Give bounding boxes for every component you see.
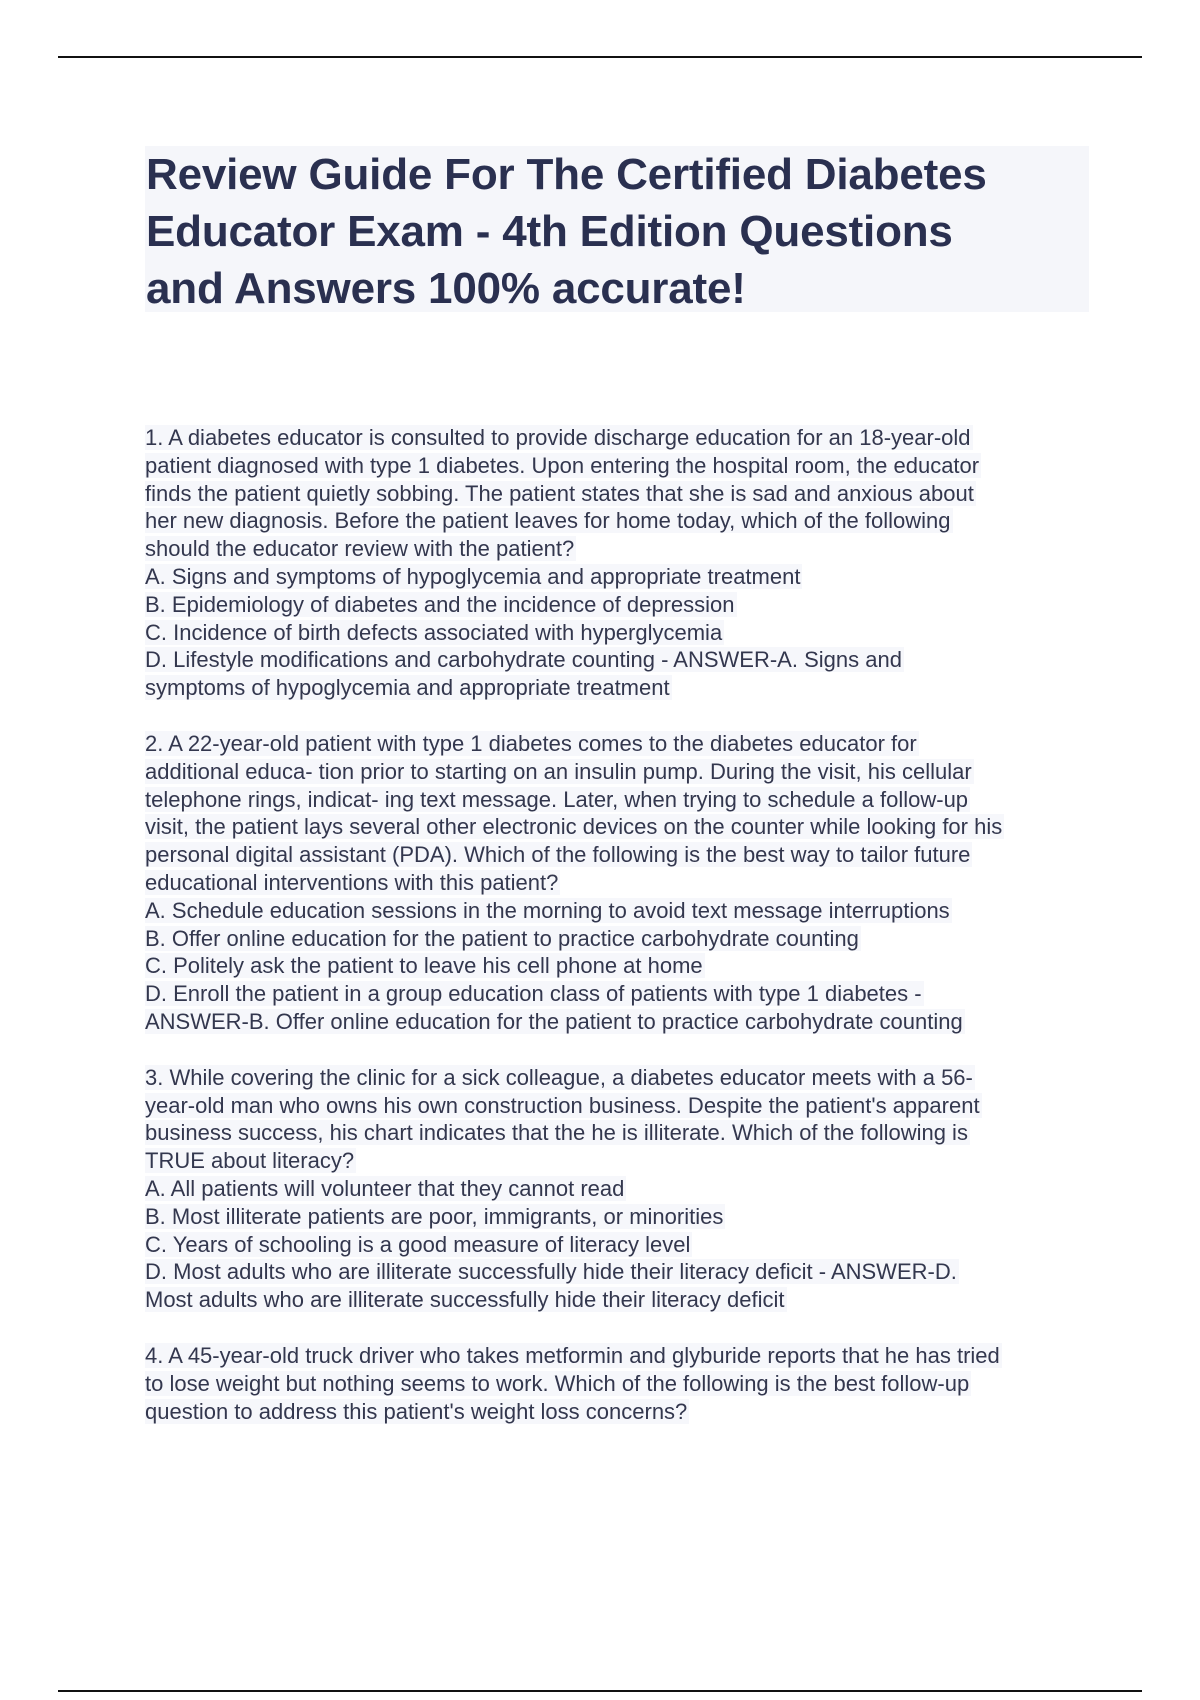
- question-line: to lose weight but nothing seems to work. Which of the following is the best follow-up: [145, 1370, 970, 1396]
- document-body: [145, 424, 1095, 1453]
- question-line: educational interventions with this patient?: [145, 869, 559, 895]
- answer-option: B. Most illiterate patients are poor, immigrants, or minorities: [145, 1203, 724, 1229]
- question-line: year-old man who owns his own construction business. Despite the patient's apparent: [145, 1092, 980, 1118]
- question-2: [145, 730, 1095, 1036]
- answer-option: D. Lifestyle modifications and carbohydrate counting - ANSWER-A. Signs and: [145, 647, 902, 673]
- title-line: and Answers 100% accurate!: [146, 264, 746, 313]
- question-line: 2. A 22-year-old patient with type 1 diabetes comes to the diabetes educator for: [145, 730, 917, 756]
- question-line: additional educa- tion prior to starting on an insulin pump. During the visit, his cellular: [145, 758, 972, 784]
- question-line: question to address this patient's weight loss concerns?: [145, 1398, 688, 1424]
- question-line: telephone rings, indicat- ing text message. Later, when trying to schedule a follow-up: [145, 786, 969, 812]
- question-3: [145, 1064, 1095, 1314]
- document-title: [145, 146, 1089, 317]
- question-line: should the educator review with the patient?: [145, 536, 575, 562]
- question-line: finds the patient quietly sobbing. The patient states that she is sad and anxious about: [145, 480, 974, 506]
- answer-option: A. Schedule education sessions in the morning to avoid text message interruptions: [145, 897, 950, 923]
- answer-option: C. Years of schooling is a good measure of literacy level: [145, 1231, 691, 1257]
- question-line: 3. While covering the clinic for a sick colleague, a diabetes educator meets with a 56-: [145, 1064, 973, 1090]
- question-4: [145, 1342, 1095, 1425]
- answer-line: ANSWER-B. Offer online education for the patient to practice carbohydrate counting: [145, 1008, 963, 1034]
- answer-option: B. Offer online education for the patient to practice carbohydrate counting: [145, 925, 859, 951]
- answer-option: C. Incidence of birth defects associated with hyperglycemia: [145, 619, 723, 645]
- answer-line: Most adults who are illiterate successfully hide their literacy deficit: [145, 1287, 785, 1313]
- question-line: 4. A 45-year-old truck driver who takes metformin and glyburide reports that he has tried: [145, 1342, 1000, 1368]
- question-line: her new diagnosis. Before the patient leaves for home today, which of the following: [145, 508, 951, 534]
- question-line: TRUE about literacy?: [145, 1148, 355, 1174]
- question-line: business success, his chart indicates that the he is illiterate. Which of the following is: [145, 1120, 968, 1146]
- title-line: Review Guide For The Certified Diabetes: [146, 150, 987, 199]
- answer-option: C. Politely ask the patient to leave his cell phone at home: [145, 953, 703, 979]
- question-line: 1. A diabetes educator is consulted to provide discharge education for an 18-year-old: [145, 425, 971, 450]
- top-rule: [58, 56, 1142, 58]
- question-line: patient diagnosed with type 1 diabetes. Upon entering the hospital room, the educator: [145, 452, 980, 478]
- title-block: [145, 146, 1089, 312]
- answer-option: B. Epidemiology of diabetes and the incidence of depression: [145, 591, 735, 617]
- question-line: personal digital assistant (PDA). Which of the following is the best way to tailor future: [145, 842, 971, 868]
- question-line: visit, the patient lays several other electronic devices on the counter while looking for his: [145, 814, 1003, 840]
- answer-line: symptoms of hypoglycemia and appropriate treatment: [145, 675, 670, 701]
- answer-option: D. Most adults who are illiterate successfully hide their literacy deficit - ANSWER-D.: [145, 1259, 957, 1285]
- bottom-rule: [58, 1690, 1142, 1692]
- answer-option: A. Signs and symptoms of hypoglycemia and appropriate treatment: [145, 563, 801, 589]
- answer-option: A. All patients will volunteer that they cannot read: [145, 1175, 625, 1201]
- question-1: [145, 424, 1095, 702]
- answer-option: D. Enroll the patient in a group education class of patients with type 1 diabetes -: [145, 981, 922, 1007]
- title-line: Educator Exam - 4th Edition Questions: [146, 207, 953, 256]
